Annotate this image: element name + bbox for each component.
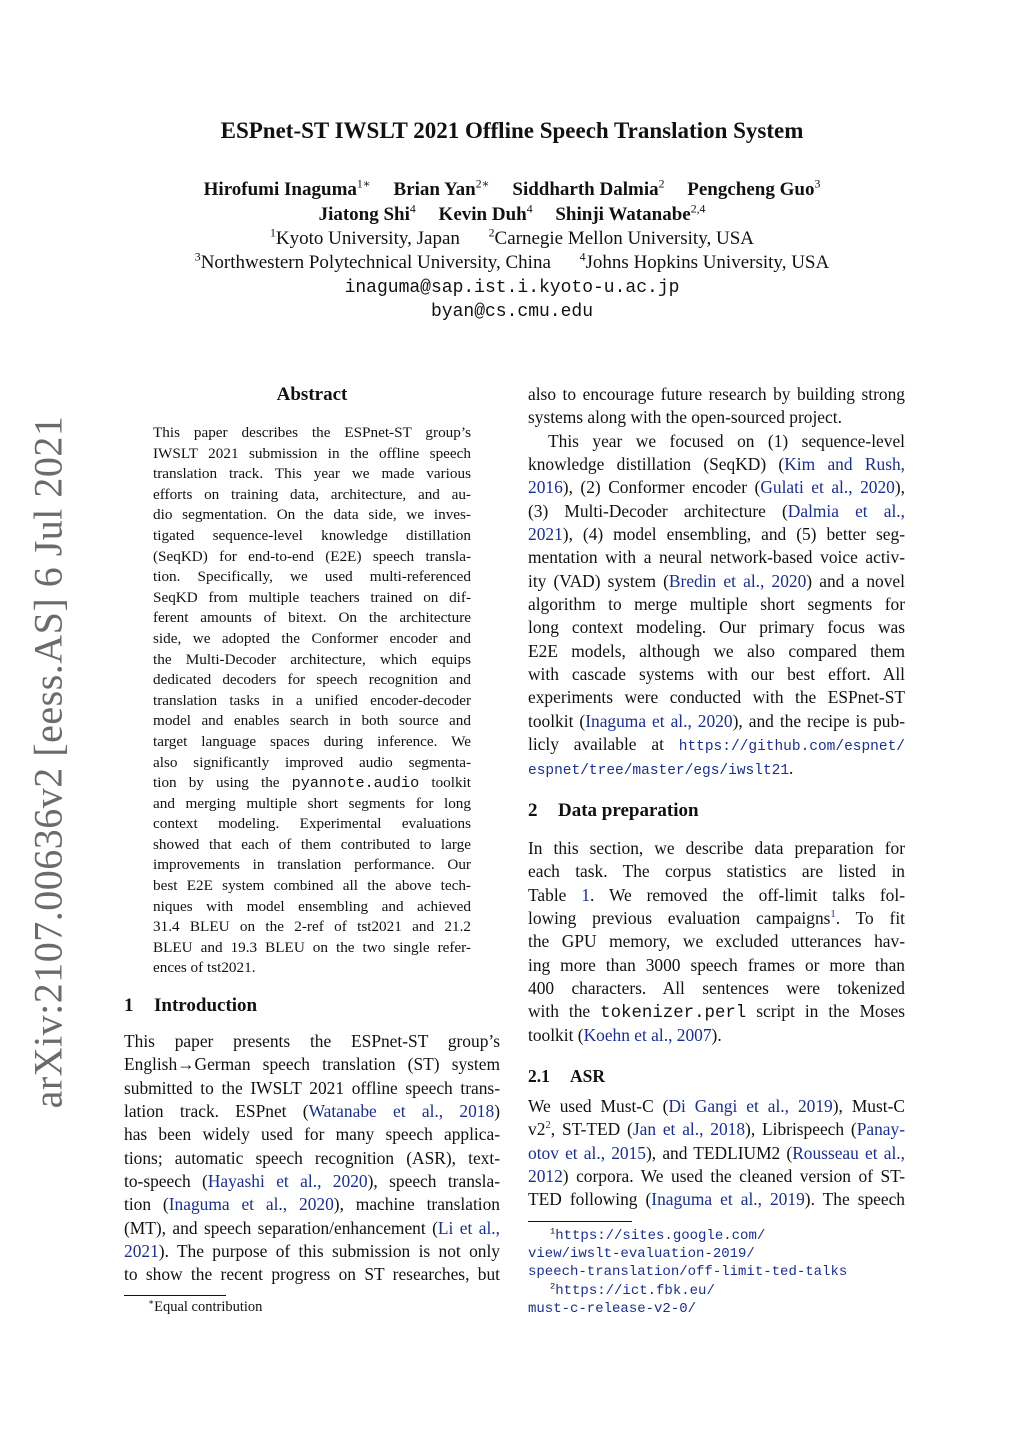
text-line: (MT), and speech separation/enhancement (Li et al., (124, 1217, 500, 1238)
github-url-link[interactable]: https://github.com/espnet/ (678, 739, 905, 756)
section-heading-introduction: 1 Introduction (124, 995, 258, 1016)
abstract-line: context modeling. Experimental evaluations (153, 815, 471, 833)
footnote-link[interactable]: 2 (545, 1119, 551, 1132)
text-line: (3) Multi-Decoder architecture (Dalmia et al., (528, 500, 905, 521)
abstract-line: model and enables search in both source and (153, 712, 471, 730)
text-line: ity (VAD) system (Bredin et al., 2020) and a novel (528, 570, 905, 591)
abstract-line: target language spaces during inference. We (153, 732, 471, 750)
footnote-url-link[interactable]: must-c-release-v2-0/ (528, 1301, 697, 1317)
footnote-1: $^1$https://sites.google.com/ view/iwslt-evaluation-2019/ speech-translation/off-limit-ted-talks (528, 1227, 908, 1281)
text-line: tions; automatic speech recognition (ASR), text- (124, 1147, 500, 1168)
text-line: otov et al., 2015), and TEDLIUM2 (Rousseau et al., (528, 1142, 905, 1163)
text-line: toolkit (Inaguma et al., 2020), and the recipe is pub- (528, 710, 905, 731)
code-pyannote: pyannote.audio (291, 774, 420, 793)
abstract-body (153, 423, 471, 979)
affiliation-line-1 (0, 228, 1024, 250)
text-line: experiments were conducted with the ESPnet-ST (528, 687, 905, 708)
text-line: We used Must-C (Di Gangi et al., 2019), Must-C (528, 1096, 905, 1116)
abstract-line: BLEU and 19.3 BLEU on the two single refer- (153, 938, 471, 956)
code-tokenizer: tokenizer.perl (600, 1004, 747, 1024)
text-line: toolkit (Koehn et al., 2007). (528, 1024, 722, 1045)
footnote-url-link[interactable]: https://ict.fbk.eu/ (555, 1283, 715, 1299)
github-url-link[interactable]: espnet/tree/master/egs/iwslt21 (528, 762, 790, 779)
text-line: ing more than 3000 speech frames or more than (528, 954, 905, 975)
text-line: lowing previous evaluation campaigns$^1$. To fit (528, 908, 905, 929)
citation-link[interactable]: Rousseau et al., (792, 1142, 905, 1163)
citation-link[interactable]: Dalmia et al., (787, 500, 905, 521)
abstract-line: tion by using the pyannote.audio toolkit (153, 774, 472, 793)
author-line-2 (0, 204, 1024, 226)
abstract-line: translation track. This year we made various (153, 465, 471, 483)
abstract-line: 31.4 BLEU on the 2-ref of tst2021 and 21.2 (153, 918, 471, 936)
text-line: the GPU memory, we excluded utterances hav- (528, 931, 905, 952)
footnote-equal-contribution: ∗Equal contribution (148, 1297, 263, 1315)
abstract-line: dedicated decoders for speech recognition and (153, 671, 471, 689)
text-line: long context modeling. Our primary focus was (528, 617, 905, 638)
abstract-line: translation tasks in a unified encoder-decoder (153, 691, 471, 709)
author: Jiatong Shi$^4$ (318, 202, 416, 225)
citation-link[interactable]: otov et al., 2015 (528, 1142, 647, 1163)
abstract-line: ferent amounts of bitext. On the architecture (153, 609, 471, 627)
citation-link[interactable]: Panay- (856, 1119, 905, 1140)
abstract-line: dio segmentation. On the data side, we inves- (153, 506, 471, 524)
text-line: 2012) corpora. We used the cleaned version of ST- (528, 1166, 905, 1187)
citation-link[interactable]: Kim and Rush, (784, 454, 905, 475)
text-line: espnet/tree/master/egs/iwslt21. (528, 757, 794, 779)
citation-link[interactable]: Gulati et al., 2020 (760, 477, 895, 498)
text-line: lation track. ESPnet (Watanabe et al., 2018) (124, 1101, 500, 1122)
abstract-line: improvements in translation performance. Our (153, 856, 471, 874)
text-line: systems along with the open-sourced project. (528, 407, 842, 428)
citation-link[interactable]: Di Gangi et al., 2019 (668, 1096, 833, 1116)
footnote-2: $^2$https://ict.fbk.eu/ must-c-release-v2-0/ (528, 1282, 908, 1318)
introduction-continued (528, 383, 905, 780)
email-address: byan@cs.cmu.edu (430, 302, 594, 322)
paper-title: ESPnet-ST IWSLT 2021 Offline Speech Translation System (220, 118, 804, 143)
text-line: to-speech (Hayashi et al., 2020), speech transla- (124, 1171, 500, 1192)
text-line: In this section, we describe data preparation for (528, 838, 905, 858)
citation-link[interactable]: Hayashi et al., 2020 (207, 1171, 368, 1192)
text-line: also to encourage future research by building strong (528, 384, 905, 404)
text-line: 2021). The purpose of this submission is not only (124, 1241, 500, 1262)
text-line: with the tokenizer.perl script in the Moses (528, 1001, 905, 1024)
abstract-line: the Multi-Decoder architecture, which equips (153, 650, 471, 668)
abstract-line: ences of tst2021. (153, 959, 256, 977)
citation-link[interactable]: 2012 (528, 1166, 563, 1187)
citation-link[interactable]: Jan et al., 2018 (632, 1119, 746, 1140)
citation-link[interactable]: Bredin et al., 2020 (668, 570, 807, 591)
text-line: This year we focused on (1) sequence-level (548, 430, 905, 451)
author: Shinji Watanabe$^{2,4}$ (555, 202, 706, 225)
author: Hirofumi Inaguma$^{1∗}$ (203, 177, 371, 200)
text-line: TED following (Inaguma et al., 2019). The speech (528, 1189, 906, 1210)
author: Pengcheng Guo$^3$ (687, 177, 821, 200)
abstract-line: showed that each of them contributed to large (153, 835, 471, 853)
text-line: algorithm to merge multiple short segments for (528, 594, 905, 615)
author: Brian Yan$^{2∗}$ (393, 177, 490, 200)
abstract-line: and merging multiple short segments for long (153, 794, 471, 812)
text-line: This paper presents the ESPnet-ST group’s (124, 1031, 500, 1051)
text-line: each task. The corpus statistics are listed in (528, 861, 905, 882)
text-line: 2016), (2) Conformer encoder (Gulati et al., 2020), (528, 477, 906, 498)
table-reference-link[interactable]: 1 (581, 884, 591, 905)
subsection-heading-asr: 2.1 ASR (528, 1066, 606, 1086)
abstract-line: best E2E system combined all the above tech- (153, 877, 471, 895)
data-preparation-body (528, 837, 905, 1047)
text-line: 2021), (4) model ensembling, and (5) better seg- (528, 524, 905, 545)
affiliation: $^4$Johns Hopkins University, USA (579, 250, 830, 273)
text-line: $v2^2$, ST-TED (Jan et al., 2018), Librispeech (Panay- (528, 1119, 905, 1140)
affiliation: $^2$Carnegie Mellon University, USA (488, 226, 754, 249)
text-line: to show the recent progress on ST researches, but (124, 1264, 500, 1285)
affiliation: $^3$Northwestern Polytechnical University, China (194, 250, 551, 273)
text-line: submitted to the IWSLT 2021 offline speech trans- (124, 1077, 500, 1098)
abstract-line: tigated sequence-level knowledge distillation (153, 526, 471, 544)
author-line-1 (0, 179, 1024, 201)
footnote-url-link[interactable]: view/iwslt-evaluation-2019/ (528, 1246, 755, 1262)
abstract-line: (SeqKD) for end-to-end (E2E) speech transla- (153, 547, 471, 565)
footnote-rule (528, 1221, 632, 1222)
text-line: 400 characters. All sentences were tokenized (528, 978, 905, 999)
citation-link[interactable]: Inaguma et al., 2020 (585, 710, 733, 731)
footnote-url-link[interactable]: speech-translation/off-limit-ted-talks (528, 1264, 848, 1280)
abstract-line: SeqKD from multiple teachers trained on dif- (153, 588, 471, 606)
abstract-line: also significantly improved audio segmenta- (153, 753, 471, 771)
abstract-line: side, we adopted the Conformer encoder and (153, 629, 471, 647)
text-line: E2E models, although we also compared them (528, 640, 905, 661)
affiliation: $^1$Kyoto University, Japan (270, 226, 460, 249)
footnote-rule (124, 1295, 226, 1296)
citation-link[interactable]: Li et al., (437, 1217, 500, 1238)
abstract-line: IWSLT 2021 submission in the offline speech (153, 444, 471, 462)
text-line: mentation with a neural network-based voice activ- (528, 547, 905, 568)
author: Kevin Duh$^4$ (438, 202, 533, 225)
text-line: has been widely used for many speech applica- (124, 1124, 500, 1145)
abstract-line: niques with model ensembling and achieved (153, 897, 471, 915)
text-line: English→German speech translation (ST) system (124, 1054, 500, 1075)
abstract-line: This paper describes the ESPnet-ST group’s (153, 424, 471, 441)
citation-link[interactable]: 2021 (528, 524, 563, 545)
text-line: Table 1. We removed the off-limit talks fol- (528, 884, 905, 905)
introduction-body (124, 1030, 500, 1287)
abstract-line: efforts on training data, architecture, and au- (153, 485, 471, 503)
affiliation-line-2 (0, 252, 1024, 274)
arxiv-identifier: arXiv:2107.00636v2 [eess.AS] 6 Jul 2021 (25, 415, 71, 1109)
text-line: licly available at https://github.com/espnet/ (528, 734, 905, 756)
email-address: inaguma@sap.ist.i.kyoto-u.ac.jp (344, 278, 680, 298)
citation-link[interactable]: 2021 (124, 1241, 159, 1262)
asr-body (528, 1095, 905, 1212)
abstract-heading: Abstract (276, 384, 348, 405)
text-line: tion (Inaguma et al., 2020), machine translation (124, 1194, 501, 1215)
footnote-link[interactable]: 1 (830, 908, 836, 921)
footnote-url-link[interactable]: https://sites.google.com/ (555, 1228, 766, 1244)
text-line: knowledge distillation (SeqKD) (Kim and Rush, (528, 454, 905, 475)
citation-link[interactable]: Inaguma et al., 2019 (651, 1189, 805, 1210)
citation-link[interactable]: 2016 (528, 477, 563, 498)
text-line: with cascade systems with our best effort. All (528, 664, 905, 685)
section-heading-data-preparation: 2 Data preparation (528, 800, 699, 821)
citation-link[interactable]: Koehn et al., 2007 (583, 1024, 712, 1045)
abstract-line: tion. Specifically, we used multi-referenced (153, 568, 471, 586)
citation-link[interactable]: Inaguma et al., 2020 (168, 1194, 334, 1215)
author: Siddharth Dalmia$^2$ (512, 177, 665, 200)
citation-link[interactable]: Watanabe et al., 2018 (308, 1101, 495, 1122)
